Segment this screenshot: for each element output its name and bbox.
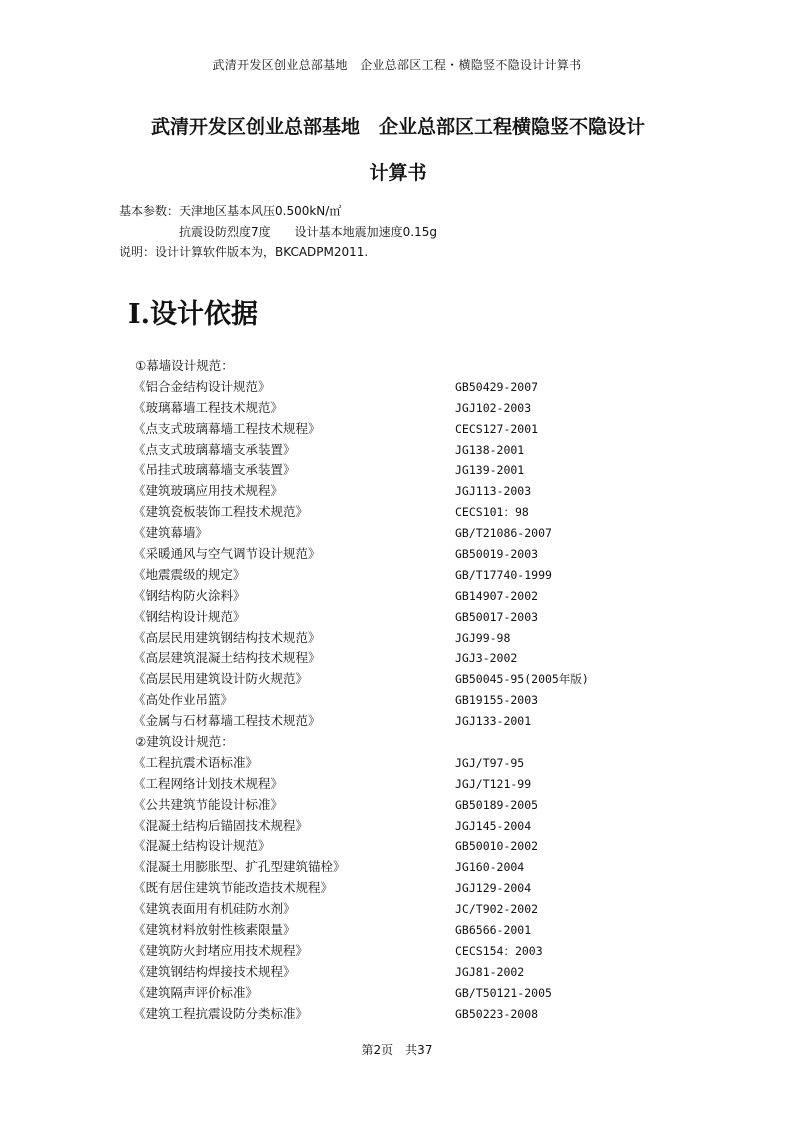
spec-code: GB50010-2002: [455, 839, 539, 854]
spec-code: GB50045-95(2005年版): [455, 672, 589, 687]
spec-code: GB50017-2003: [455, 609, 539, 624]
spec-code: GB/T50121-2005: [455, 985, 552, 1000]
spec-list-item: [133, 502, 653, 523]
spec-list-item: [133, 711, 653, 732]
spec-code: GB14907-2002: [455, 588, 539, 603]
spec-code: CECS101：98: [455, 505, 529, 520]
spec-list-item: [133, 669, 653, 690]
spec-group-heading: [133, 732, 653, 753]
spec-list-item: [133, 1004, 653, 1025]
spec-name: 《金属与石材幕墙工程技术规范》: [133, 713, 321, 729]
spec-group-label: ①幕墙设计规范：: [135, 358, 234, 373]
spec-list-item: [133, 628, 653, 649]
running-header: 武清开发区创业总部基地 企业总部区工程・横隐竖不隐设计计算书: [212, 58, 582, 72]
spec-list-item: [133, 899, 653, 920]
spec-list-item: [133, 398, 653, 419]
spec-group-label: ②建筑设计规范：: [135, 734, 234, 750]
spec-name: 《建筑表面用有机硅防水剂》: [133, 901, 296, 917]
document-title-line-1: 武清开发区创业总部基地 企业总部区工程横隐竖不隐设计: [150, 116, 645, 138]
spec-code: JGJ113-2003: [455, 484, 532, 499]
spec-list-item: [133, 440, 653, 461]
spec-code: GB6566-2001: [455, 923, 532, 938]
spec-name: 《点支式玻璃幕墙工程技术规程》: [133, 420, 321, 436]
spec-code: JGJ81-2002: [455, 964, 525, 979]
spec-list-item: [133, 377, 653, 398]
spec-code: GB50429-2007: [455, 379, 539, 394]
spec-code: GB/T17740-1999: [455, 567, 552, 582]
spec-name: 《高层建筑混凝土结构技术规程》: [133, 650, 321, 666]
spec-name: 《公共建筑节能设计标准》: [133, 796, 284, 812]
basic-parameters: [119, 201, 437, 263]
spec-name: 《玻璃幕墙工程技术规范》: [133, 399, 284, 415]
spec-name: 《建筑防火封堵应用技术规程》: [133, 942, 309, 958]
spec-list-item: [133, 460, 653, 481]
spec-code: JGJ133-2001: [455, 714, 532, 729]
spec-code: JGJ/T121-99: [455, 776, 532, 791]
spec-list-item: [133, 920, 653, 941]
spec-code: JG138-2001: [455, 442, 525, 457]
spec-code: GB50189-2005: [455, 797, 539, 812]
spec-list-item: [133, 481, 653, 502]
spec-name: 《混凝土结构后锚固技术规程》: [133, 817, 309, 833]
spec-name: 《吊挂式玻璃幕墙支承装置》: [133, 462, 296, 478]
spec-name: 《地震震级的规定》: [133, 566, 246, 582]
spec-name: 《工程抗震术语标准》: [133, 754, 259, 770]
spec-name: 《既有居住建筑节能改造技术规程》: [133, 880, 334, 896]
section-heading: Ⅰ.设计依据: [128, 299, 259, 330]
spec-group-heading: [133, 356, 653, 377]
basic-parameters-line-1: 基本参数：天津地区基本风压0.500kN/㎡: [119, 204, 342, 218]
spec-code: JGJ99-98: [455, 630, 511, 645]
spec-list-item: [133, 962, 653, 983]
spec-name: 《高处作业吊篮》: [133, 692, 234, 708]
spec-code: GB50019-2003: [455, 547, 539, 562]
spec-list-item: [133, 878, 653, 899]
software-note: 说明：设计计算软件版本为，BKCADPM2011.: [119, 245, 369, 259]
spec-code: GB50223-2008: [455, 1006, 539, 1021]
spec-name: 《钢结构防火涂料》: [133, 587, 246, 603]
spec-code: GB/T21086-2007: [455, 526, 552, 541]
spec-code: JGJ129-2004: [455, 881, 532, 896]
spec-list-item: [133, 983, 653, 1004]
spec-code: GB19155-2003: [455, 693, 539, 708]
spec-name: 《混凝土结构设计规范》: [133, 838, 271, 854]
spec-name: 《建筑材料放射性核素限量》: [133, 922, 296, 938]
spec-code: JGJ145-2004: [455, 818, 532, 833]
spec-name: 《铝合金结构设计规范》: [133, 378, 271, 394]
spec-name: 《钢结构设计规范》: [133, 608, 246, 624]
spec-list-item: [133, 774, 653, 795]
spec-list-item: [133, 857, 653, 878]
spec-code: JC/T902-2002: [455, 902, 539, 917]
spec-name: 《建筑钢结构焊接技术规程》: [133, 963, 296, 979]
spec-name: 《建筑工程抗震设防分类标准》: [133, 1005, 309, 1021]
spec-code: CECS127-2001: [455, 421, 539, 436]
spec-list-item: [133, 816, 653, 837]
spec-list-item: [133, 523, 653, 544]
document-title: [118, 104, 678, 196]
spec-list-item: [133, 419, 653, 440]
spec-list-item: [133, 795, 653, 816]
spec-code: JG139-2001: [455, 463, 525, 478]
spec-name: 《点支式玻璃幕墙支承装置》: [133, 441, 296, 457]
page-footer: 第2页 共37: [361, 1043, 433, 1057]
spec-code: JG160-2004: [455, 860, 525, 875]
spec-name: 《建筑玻璃应用技术规程》: [133, 483, 284, 499]
basic-parameters-line-2: 抗震设防烈度7度 设计基本地震加速度0.15g: [119, 224, 437, 239]
spec-code: JGJ3-2002: [455, 651, 518, 666]
spec-list-item: [133, 836, 653, 857]
spec-list-item: [133, 544, 653, 565]
spec-list-item: [133, 753, 653, 774]
spec-list-item: [133, 565, 653, 586]
spec-name: 《建筑隔声评价标准》: [133, 984, 259, 1000]
spec-list-item: [133, 941, 653, 962]
spec-list-item: [133, 607, 653, 628]
spec-name: 《混凝土用膨胀型、扩孔型建筑锚栓》: [133, 859, 346, 875]
spec-list-item: [133, 586, 653, 607]
spec-code: CECS154：2003: [455, 943, 543, 958]
spec-code: JGJ102-2003: [455, 400, 532, 415]
spec-code: JGJ/T97-95: [455, 755, 525, 770]
spec-list-item: [133, 690, 653, 711]
specification-list: [133, 356, 653, 1025]
spec-list-item: [133, 648, 653, 669]
spec-name: 《工程网络计划技术规程》: [133, 775, 284, 791]
spec-name: 《高层民用建筑钢结构技术规范》: [133, 629, 321, 645]
document-title-line-2: 计算书: [369, 162, 427, 184]
spec-name: 《建筑瓷板装饰工程技术规范》: [133, 504, 309, 520]
spec-name: 《建筑幕墙》: [133, 525, 209, 541]
spec-name: 《高层民用建筑设计防火规范》: [133, 671, 309, 687]
spec-name: 《采暖通风与空气调节设计规范》: [133, 546, 321, 562]
